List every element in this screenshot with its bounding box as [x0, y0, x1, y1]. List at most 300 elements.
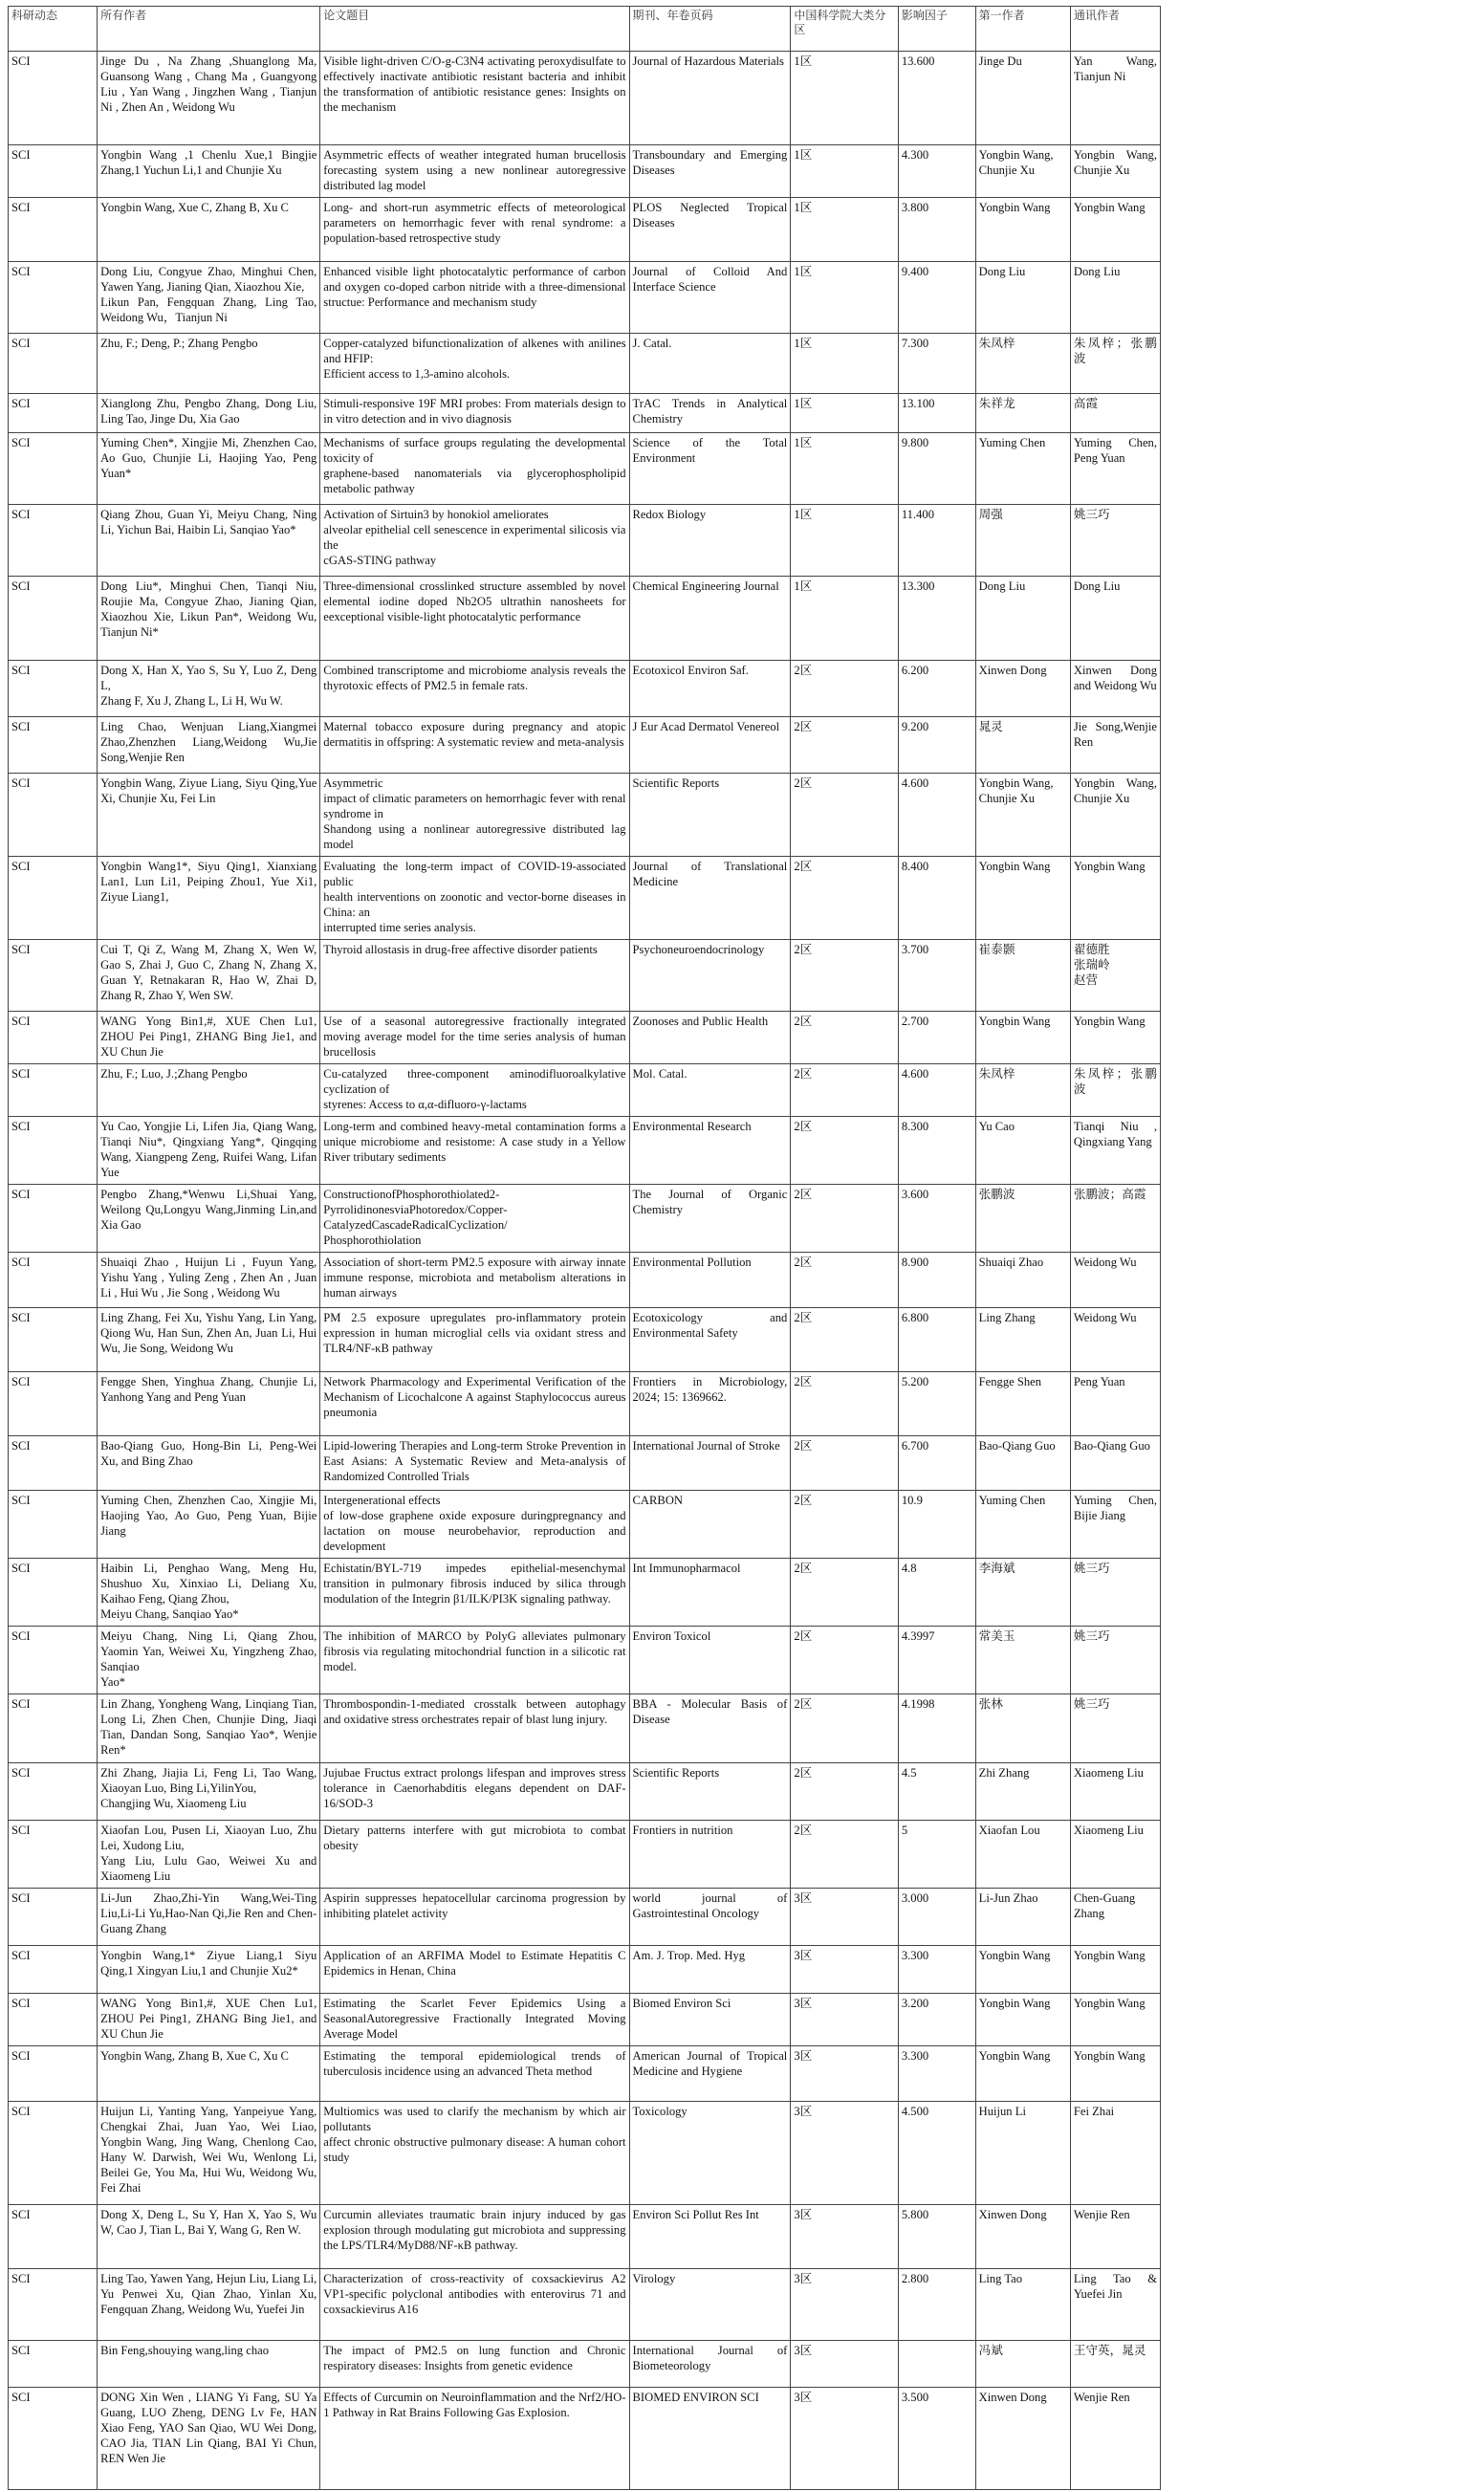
- cell-first-author: Yongbin Wang: [975, 2046, 1070, 2102]
- cell-impact-factor: 5: [898, 1821, 975, 1889]
- cell-type: SCI: [9, 1491, 98, 1559]
- cell-impact-factor: 9.400: [898, 262, 975, 334]
- table-row: [9, 433, 1161, 505]
- cell-authors: Lin Zhang, Yongheng Wang, Linqiang Tian, Long Li, Zhen Chen, Chunjie Ding, Jiaqi Tian, Dandan Song, Sanqiao Yao*, Wenjie Ren*: [98, 1694, 320, 1763]
- cell-first-author: Yongbin Wang: [975, 198, 1070, 262]
- cell-title: Activation of Sirtuin3 by honokiol ameliorates alveolar epithelial cell senescence in experimental silicosis via the cGAS-STING pathway: [320, 505, 629, 577]
- cell-type: SCI: [9, 717, 98, 774]
- cell-corresponding-author: Dong Liu: [1070, 577, 1160, 661]
- cell-corresponding-author: 姚三巧: [1070, 505, 1160, 577]
- cell-impact-factor: 5.200: [898, 1372, 975, 1436]
- cell-journal: American Journal of Tropical Medicine and Hygiene: [629, 2046, 791, 2102]
- cell-zone: 3区: [791, 2388, 899, 2490]
- cell-authors: Dong Liu, Congyue Zhao, Minghui Chen, Yawen Yang, Jianing Qian, Xiaozhou Xie, Likun Pan, Fengquan Zhang, Ling Tao, Weidong Wu，Tianjun Ni: [98, 262, 320, 334]
- cell-authors: Jinge Du , Na Zhang ,Shuanglong Ma, Guansong Wang , Chang Ma , Guangyong Liu , Yan Wang , Jingzhen Wang , Tianjun Ni , Zhen An , Weidong Wu: [98, 52, 320, 145]
- cell-title: Curcumin alleviates traumatic brain injury induced by gas explosion through modulating gut microbiota and suppressing the LPS/TLR4/MyD88/NF-κB pathway.: [320, 2205, 629, 2269]
- cell-title: Enhanced visible light photocatalytic performance of carbon and oxygen co-doped carbon nitride with a three-dimensional structue: Performance and mechanism study: [320, 262, 629, 334]
- cell-corresponding-author: Weidong Wu: [1070, 1253, 1160, 1308]
- cell-impact-factor: 4.600: [898, 774, 975, 857]
- cell-corresponding-author: Yongbin Wang: [1070, 1946, 1160, 1994]
- cell-authors: Zhu, F.; Deng, P.; Zhang Pengbo: [98, 334, 320, 394]
- cell-zone: 2区: [791, 1185, 899, 1253]
- table-row: [9, 198, 1161, 262]
- cell-corresponding-author: 朱凤梓；张鹏波: [1070, 1064, 1160, 1117]
- cell-impact-factor: 3.800: [898, 198, 975, 262]
- cell-impact-factor: 6.800: [898, 1308, 975, 1372]
- header-title: 论文题目: [320, 7, 629, 52]
- cell-authors: Meiyu Chang, Ning Li, Qiang Zhou, Yaomin Yan, Weiwei Xu, Yingzheng Zhao, Sanqiao Yao*: [98, 1627, 320, 1694]
- cell-type: SCI: [9, 1117, 98, 1185]
- cell-impact-factor: 2.800: [898, 2269, 975, 2341]
- cell-impact-factor: 13.100: [898, 394, 975, 433]
- cell-journal: Biomed Environ Sci: [629, 1994, 791, 2046]
- cell-corresponding-author: Yongbin Wang: [1070, 1994, 1160, 2046]
- cell-corresponding-author: 姚三巧: [1070, 1694, 1160, 1763]
- cell-first-author: 张林: [975, 1694, 1070, 1763]
- cell-zone: 2区: [791, 940, 899, 1012]
- cell-zone: 1区: [791, 52, 899, 145]
- cell-impact-factor: 9.200: [898, 717, 975, 774]
- cell-corresponding-author: 高霞: [1070, 394, 1160, 433]
- table-row: [9, 1372, 1161, 1436]
- cell-corresponding-author: Peng Yuan: [1070, 1372, 1160, 1436]
- cell-corresponding-author: Fei Zhai: [1070, 2102, 1160, 2205]
- cell-first-author: 朱凤梓: [975, 334, 1070, 394]
- cell-corresponding-author: 翟德胜 张瑞岭 赵营: [1070, 940, 1160, 1012]
- cell-journal: BBA - Molecular Basis of Disease: [629, 1694, 791, 1763]
- cell-type: SCI: [9, 1012, 98, 1064]
- cell-journal: Ecotoxicology and Environmental Safety: [629, 1308, 791, 1372]
- cell-corresponding-author: Tianqi Niu , Qingxiang Yang: [1070, 1117, 1160, 1185]
- cell-impact-factor: 8.400: [898, 857, 975, 940]
- cell-journal: TrAC Trends in Analytical Chemistry: [629, 394, 791, 433]
- cell-title: Application of an ARFIMA Model to Estimate Hepatitis C Epidemics in Henan, China: [320, 1946, 629, 1994]
- cell-title: Intergenerational effects of low-dose graphene oxide exposure duringpregnancy and lactation on mouse neurobehavior, reproduction and development: [320, 1491, 629, 1559]
- cell-first-author: Xinwen Dong: [975, 661, 1070, 717]
- cell-type: SCI: [9, 2205, 98, 2269]
- cell-impact-factor: 10.9: [898, 1491, 975, 1559]
- cell-zone: 2区: [791, 1821, 899, 1889]
- cell-corresponding-author: Chen-Guang Zhang: [1070, 1889, 1160, 1946]
- cell-first-author: Xiaofan Lou: [975, 1821, 1070, 1889]
- cell-first-author: 周强: [975, 505, 1070, 577]
- cell-authors: Yongbin Wang, Zhang B, Xue C, Xu C: [98, 2046, 320, 2102]
- cell-corresponding-author: Dong Liu: [1070, 262, 1160, 334]
- cell-journal: BIOMED ENVIRON SCI: [629, 2388, 791, 2490]
- cell-journal: Ecotoxicol Environ Saf.: [629, 661, 791, 717]
- table-row: [9, 2102, 1161, 2205]
- cell-type: SCI: [9, 145, 98, 198]
- table-row: [9, 1994, 1161, 2046]
- cell-impact-factor: 2.700: [898, 1012, 975, 1064]
- cell-corresponding-author: Yuming Chen, Peng Yuan: [1070, 433, 1160, 505]
- cell-authors: Yuming Chen, Zhenzhen Cao, Xingjie Mi, Haojing Yao, Ao Guo, Peng Yuan, Bijie Jiang: [98, 1491, 320, 1559]
- table-row: [9, 2341, 1161, 2388]
- cell-impact-factor: 8.900: [898, 1253, 975, 1308]
- cell-type: SCI: [9, 1994, 98, 2046]
- cell-zone: 1区: [791, 145, 899, 198]
- cell-zone: 2区: [791, 774, 899, 857]
- cell-journal: J. Catal.: [629, 334, 791, 394]
- table-row: [9, 505, 1161, 577]
- cell-impact-factor: 13.600: [898, 52, 975, 145]
- cell-journal: Frontiers in Microbiology, 2024; 15: 1369662.: [629, 1372, 791, 1436]
- cell-zone: 1区: [791, 505, 899, 577]
- cell-title: Stimuli-responsive 19F MRI probes: From materials design to in vitro detection and in vivo diagnosis: [320, 394, 629, 433]
- cell-corresponding-author: 朱凤梓；张鹏波: [1070, 334, 1160, 394]
- table-row: [9, 2046, 1161, 2102]
- cell-corresponding-author: 姚三巧: [1070, 1627, 1160, 1694]
- cell-type: SCI: [9, 577, 98, 661]
- table-row: [9, 1491, 1161, 1559]
- cell-first-author: Yongbin Wang: [975, 1994, 1070, 2046]
- cell-type: SCI: [9, 1763, 98, 1821]
- cell-impact-factor: [898, 2341, 975, 2388]
- cell-corresponding-author: Xiaomeng Liu: [1070, 1821, 1160, 1889]
- cell-first-author: 朱凤梓: [975, 1064, 1070, 1117]
- cell-impact-factor: 6.200: [898, 661, 975, 717]
- table-row: [9, 1946, 1161, 1994]
- cell-zone: 2区: [791, 1117, 899, 1185]
- cell-type: SCI: [9, 2269, 98, 2341]
- cell-title: Maternal tobacco exposure during pregnancy and atopic dermatitis in offspring: A systematic review and meta-analysis: [320, 717, 629, 774]
- cell-title: Long- and short-run asymmetric effects of meteorological parameters on hemorrhagic fever with renal syndrome: a population-based retrospective study: [320, 198, 629, 262]
- cell-authors: Dong Liu*, Minghui Chen, Tianqi Niu, Roujie Ma, Congyue Zhao, Jianing Qian, Xiaozhou Xie, Likun Pan*, Weidong Wu, Tianjun Ni*: [98, 577, 320, 661]
- cell-corresponding-author: 王守英，晁灵: [1070, 2341, 1160, 2388]
- cell-authors: Yuming Chen*, Xingjie Mi, Zhenzhen Cao, Ao Guo, Chunjie Li, Haojing Yao, Peng Yuan*: [98, 433, 320, 505]
- cell-journal: world journal of Gastrointestinal Oncology: [629, 1889, 791, 1946]
- cell-first-author: Dong Liu: [975, 577, 1070, 661]
- cell-corresponding-author: Yongbin Wang: [1070, 198, 1160, 262]
- cell-title: Aspirin suppresses hepatocellular carcinoma progression by inhibiting platelet activity: [320, 1889, 629, 1946]
- cell-type: SCI: [9, 505, 98, 577]
- cell-type: SCI: [9, 394, 98, 433]
- cell-corresponding-author: 张鹏波；高霞: [1070, 1185, 1160, 1253]
- cell-type: SCI: [9, 940, 98, 1012]
- cell-zone: 2区: [791, 1436, 899, 1491]
- cell-journal: Chemical Engineering Journal: [629, 577, 791, 661]
- cell-first-author: Huijun Li: [975, 2102, 1070, 2205]
- cell-corresponding-author: Weidong Wu: [1070, 1308, 1160, 1372]
- cell-title: Echistatin/BYL-719 impedes epithelial-mesenchymal transition in pulmonary fibrosis induced by silica through modulation of the Integrin β1/ILK/PI3K signaling pathway.: [320, 1559, 629, 1627]
- header-type: 科研动态: [9, 7, 98, 52]
- cell-zone: 2区: [791, 1372, 899, 1436]
- cell-journal: Psychoneuroendocrinology: [629, 940, 791, 1012]
- cell-journal: The Journal of Organic Chemistry: [629, 1185, 791, 1253]
- cell-zone: 2区: [791, 857, 899, 940]
- table-row: [9, 262, 1161, 334]
- table-body: [9, 52, 1161, 2490]
- cell-impact-factor: 4.300: [898, 145, 975, 198]
- cell-title: Multiomics was used to clarify the mechanism by which air pollutants affect chronic obstructive pulmonary disease: A human cohort study: [320, 2102, 629, 2205]
- cell-first-author: Xinwen Dong: [975, 2205, 1070, 2269]
- cell-corresponding-author: Yongbin Wang: [1070, 2046, 1160, 2102]
- cell-title: Long-term and combined heavy-metal contamination forms a unique microbiome and resistome: A case study in a Yellow River tributary sediments: [320, 1117, 629, 1185]
- cell-first-author: Fengge Shen: [975, 1372, 1070, 1436]
- cell-corresponding-author: Wenjie Ren: [1070, 2388, 1160, 2490]
- cell-corresponding-author: Yongbin Wang, Chunjie Xu: [1070, 145, 1160, 198]
- cell-first-author: Yu Cao: [975, 1117, 1070, 1185]
- cell-title: The inhibition of MARCO by PolyG alleviates pulmonary fibrosis via regulating mitochondrial function in a silicotic rat model.: [320, 1627, 629, 1694]
- cell-authors: Yongbin Wang, Xue C, Zhang B, Xu C: [98, 198, 320, 262]
- table-row: [9, 52, 1161, 145]
- cell-zone: 1区: [791, 198, 899, 262]
- cell-journal: Zoonoses and Public Health: [629, 1012, 791, 1064]
- cell-first-author: Yongbin Wang: [975, 1946, 1070, 1994]
- cell-type: SCI: [9, 262, 98, 334]
- cell-first-author: Bao-Qiang Guo: [975, 1436, 1070, 1491]
- table-header-row: [9, 7, 1161, 52]
- cell-journal: Int Immunopharmacol: [629, 1559, 791, 1627]
- cell-journal: Redox Biology: [629, 505, 791, 577]
- table-row: [9, 334, 1161, 394]
- cell-zone: 2区: [791, 1064, 899, 1117]
- cell-journal: Environ Sci Pollut Res Int: [629, 2205, 791, 2269]
- cell-zone: 3区: [791, 1889, 899, 1946]
- cell-impact-factor: 7.300: [898, 334, 975, 394]
- cell-corresponding-author: Yongbin Wang, Chunjie Xu: [1070, 774, 1160, 857]
- cell-first-author: Yongbin Wang: [975, 857, 1070, 940]
- cell-impact-factor: 3.000: [898, 1889, 975, 1946]
- cell-impact-factor: 4.600: [898, 1064, 975, 1117]
- cell-journal: International Journal of Biometeorology: [629, 2341, 791, 2388]
- cell-type: SCI: [9, 2388, 98, 2490]
- cell-first-author: Dong Liu: [975, 262, 1070, 334]
- table-row: [9, 1064, 1161, 1117]
- cell-zone: 2区: [791, 1253, 899, 1308]
- cell-type: SCI: [9, 1064, 98, 1117]
- cell-impact-factor: 3.500: [898, 2388, 975, 2490]
- cell-zone: 3区: [791, 1946, 899, 1994]
- cell-journal: Journal of Translational Medicine: [629, 857, 791, 940]
- cell-impact-factor: 4.500: [898, 2102, 975, 2205]
- cell-impact-factor: 4.8: [898, 1559, 975, 1627]
- cell-first-author: Yuming Chen: [975, 1491, 1070, 1559]
- cell-journal: Virology: [629, 2269, 791, 2341]
- cell-authors: Fengge Shen, Yinghua Zhang, Chunjie Li, Yanhong Yang and Peng Yuan: [98, 1372, 320, 1436]
- table-row: [9, 1308, 1161, 1372]
- table-row: [9, 2269, 1161, 2341]
- cell-first-author: 崔泰颢: [975, 940, 1070, 1012]
- cell-impact-factor: 11.400: [898, 505, 975, 577]
- table-row: [9, 1117, 1161, 1185]
- cell-title: Dietary patterns interfere with gut microbiota to combat obesity: [320, 1821, 629, 1889]
- cell-zone: 1区: [791, 577, 899, 661]
- table-row: [9, 1821, 1161, 1889]
- cell-first-author: Jinge Du: [975, 52, 1070, 145]
- cell-authors: Li-Jun Zhao,Zhi-Yin Wang,Wei-Ting Liu,Li-Li Yu,Hao-Nan Qi,Jie Ren and Chen-Guang Zhang: [98, 1889, 320, 1946]
- table-row: [9, 1559, 1161, 1627]
- cell-journal: Environ Toxicol: [629, 1627, 791, 1694]
- cell-corresponding-author: Wenjie Ren: [1070, 2205, 1160, 2269]
- cell-title: Cu-catalyzed three-component aminodifluoroalkylative cyclization of styrenes: Access to α,α-difluoro-γ-lactams: [320, 1064, 629, 1117]
- publication-table: [8, 6, 1161, 2490]
- table-row: [9, 1012, 1161, 1064]
- cell-type: SCI: [9, 2341, 98, 2388]
- cell-title: Mechanisms of surface groups regulating the developmental toxicity of graphene-based nanomaterials via glycerophospholipid metabolic pathway: [320, 433, 629, 505]
- cell-title: Thyroid allostasis in drug-free affective disorder patients: [320, 940, 629, 1012]
- cell-type: SCI: [9, 52, 98, 145]
- cell-title: Estimating the Scarlet Fever Epidemics Using a SeasonalAutoregressive Fractionally Integrated Moving Average Model: [320, 1994, 629, 2046]
- table-row: [9, 940, 1161, 1012]
- header-corresponding-author: 通讯作者: [1070, 7, 1160, 52]
- cell-title: Use of a seasonal autoregressive fractionally integrated moving average model for the time series analysis of human brucellosis: [320, 1012, 629, 1064]
- cell-authors: Xiaofan Lou, Pusen Li, Xiaoyan Luo, Zhu Lei, Xudong Liu, Yang Liu, Lulu Gao, Weiwei Xu and Xiaomeng Liu: [98, 1821, 320, 1889]
- cell-zone: 2区: [791, 1308, 899, 1372]
- cell-title: Asymmetric impact of climatic parameters on hemorrhagic fever with renal syndrome in Shandong using a nonlinear autoregressive distributed lag model: [320, 774, 629, 857]
- cell-title: Combined transcriptome and microbiome analysis reveals the thyrotoxic effects of PM2.5 in female rats.: [320, 661, 629, 717]
- cell-first-author: 常美玉: [975, 1627, 1070, 1694]
- cell-title: Estimating the temporal epidemiological trends of tuberculosis incidence using an advanced Theta method: [320, 2046, 629, 2102]
- cell-type: SCI: [9, 2046, 98, 2102]
- cell-first-author: Zhi Zhang: [975, 1763, 1070, 1821]
- cell-zone: 3区: [791, 2205, 899, 2269]
- cell-authors: Shuaiqi Zhao , Huijun Li , Fuyun Yang, Yishu Yang , Yuling Zeng , Zhen An , Juan Li , Hui Wu , Jie Song , Weidong Wu: [98, 1253, 320, 1308]
- cell-first-author: Shuaiqi Zhao: [975, 1253, 1070, 1308]
- cell-corresponding-author: 姚三巧: [1070, 1559, 1160, 1627]
- cell-authors: Yu Cao, Yongjie Li, Lifen Jia, Qiang Wang, Tianqi Niu*, Qingxiang Yang*, Qingqing Wang, Xiangpeng Zeng, Ruifei Wang, Lifan Yue: [98, 1117, 320, 1185]
- cell-zone: 3区: [791, 2269, 899, 2341]
- cell-zone: 3区: [791, 2046, 899, 2102]
- cell-authors: Bin Feng,shouying wang,ling chao: [98, 2341, 320, 2388]
- cell-authors: Zhi Zhang, Jiajia Li, Feng Li, Tao Wang, Xiaoyan Luo, Bing Li,YilinYou, Changjing Wu, Xiaomeng Liu: [98, 1763, 320, 1821]
- table-row: [9, 1763, 1161, 1821]
- cell-title: Association of short-term PM2.5 exposure with airway innate immune response, microbiota and metabolism alterations in human airways: [320, 1253, 629, 1308]
- cell-impact-factor: 4.5: [898, 1763, 975, 1821]
- cell-title: Thrombospondin-1-mediated crosstalk between autophagy and oxidative stress orchestrates repair of blast lung injury.: [320, 1694, 629, 1763]
- cell-corresponding-author: Jie Song,Wenjie Ren: [1070, 717, 1160, 774]
- cell-title: Lipid-lowering Therapies and Long-term Stroke Prevention in East Asians: A Systematic Review and Meta-analysis of Randomized Controlled Trials: [320, 1436, 629, 1491]
- cell-type: SCI: [9, 198, 98, 262]
- cell-type: SCI: [9, 1946, 98, 1994]
- cell-authors: DONG Xin Wen , LIANG Yi Fang, SU Ya Guang, LUO Zheng, DENG Lv Fe, HAN Xiao Feng, YAO San Qiao, WU Wei Dong, CAO Jia, TIAN Lin Qiang, BAI Yi Chun, REN Wen Jie: [98, 2388, 320, 2490]
- cell-journal: Toxicology: [629, 2102, 791, 2205]
- cell-type: SCI: [9, 433, 98, 505]
- cell-impact-factor: 3.200: [898, 1994, 975, 2046]
- cell-first-author: Yongbin Wang, Chunjie Xu: [975, 145, 1070, 198]
- table-row: [9, 1185, 1161, 1253]
- cell-journal: Mol. Catal.: [629, 1064, 791, 1117]
- cell-authors: Yongbin Wang ,1 Chenlu Xue,1 Bingjie Zhang,1 Yuchun Li,1 and Chunjie Xu: [98, 145, 320, 198]
- cell-journal: International Journal of Stroke: [629, 1436, 791, 1491]
- cell-impact-factor: 3.600: [898, 1185, 975, 1253]
- cell-first-author: Yuming Chen: [975, 433, 1070, 505]
- cell-title: Characterization of cross-reactivity of coxsackievirus A2 VP1-specific polyclonal antibodies with enterovirus 71 and coxsackievirus A16: [320, 2269, 629, 2341]
- cell-journal: J Eur Acad Dermatol Venereol: [629, 717, 791, 774]
- cell-type: SCI: [9, 2102, 98, 2205]
- cell-corresponding-author: Bao-Qiang Guo: [1070, 1436, 1160, 1491]
- cell-authors: Yongbin Wang, Ziyue Liang, Siyu Qing,Yue Xi, Chunjie Xu, Fei Lin: [98, 774, 320, 857]
- cell-zone: 2区: [791, 1491, 899, 1559]
- cell-authors: WANG Yong Bin1,#, XUE Chen Lu1, ZHOU Pei Ping1, ZHANG Bing Jie1, and XU Chun Jie: [98, 1012, 320, 1064]
- cell-authors: Ling Chao, Wenjuan Liang,Xiangmei Zhao,Zhenzhen Liang,Weidong Wu,Jie Song,Wenjie Ren: [98, 717, 320, 774]
- cell-first-author: Xinwen Dong: [975, 2388, 1070, 2490]
- table-row: [9, 1694, 1161, 1763]
- cell-authors: Yongbin Wang,1* Ziyue Liang,1 Siyu Qing,1 Xingyan Liu,1 and Chunjie Xu2*: [98, 1946, 320, 1994]
- header-zone: 中国科学院大类分区: [791, 7, 899, 52]
- cell-authors: Ling Tao, Yawen Yang, Hejun Liu, Liang Li, Yu Penwei Xu, Qian Zhao, Yinlan Xu, Fengquan Zhang, Weidong Wu, Yuefei Jin: [98, 2269, 320, 2341]
- cell-impact-factor: 9.800: [898, 433, 975, 505]
- cell-first-author: Ling Zhang: [975, 1308, 1070, 1372]
- cell-type: SCI: [9, 1372, 98, 1436]
- cell-corresponding-author: Yan Wang, Tianjun Ni: [1070, 52, 1160, 145]
- table-row: [9, 394, 1161, 433]
- cell-first-author: 朱祥龙: [975, 394, 1070, 433]
- cell-zone: 2区: [791, 717, 899, 774]
- cell-zone: 1区: [791, 334, 899, 394]
- cell-impact-factor: 5.800: [898, 2205, 975, 2269]
- cell-authors: Bao-Qiang Guo, Hong-Bin Li, Peng-Wei Xu, and Bing Zhao: [98, 1436, 320, 1491]
- cell-authors: Dong X, Han X, Yao S, Su Y, Luo Z, Deng L, Zhang F, Xu J, Zhang L, Li H, Wu W.: [98, 661, 320, 717]
- cell-journal: PLOS Neglected Tropical Diseases: [629, 198, 791, 262]
- cell-title: Asymmetric effects of weather integrated human brucellosis forecasting system using a new nonlinear autoregressive distributed lag model: [320, 145, 629, 198]
- cell-zone: 2区: [791, 1694, 899, 1763]
- cell-authors: Zhu, F.; Luo, J.;Zhang Pengbo: [98, 1064, 320, 1117]
- cell-journal: Environmental Pollution: [629, 1253, 791, 1308]
- cell-type: SCI: [9, 1253, 98, 1308]
- table-row: [9, 2205, 1161, 2269]
- cell-type: SCI: [9, 1627, 98, 1694]
- table-row: [9, 717, 1161, 774]
- cell-authors: Yongbin Wang1*, Siyu Qing1, Xianxiang Lan1, Lun Li1, Peiping Zhou1, Yue Xi1, Ziyue Liang1,: [98, 857, 320, 940]
- cell-authors: WANG Yong Bin1,#, XUE Chen Lu1, ZHOU Pei Ping1, ZHANG Bing Jie1, and XU Chun Jie: [98, 1994, 320, 2046]
- cell-type: SCI: [9, 857, 98, 940]
- cell-impact-factor: 6.700: [898, 1436, 975, 1491]
- cell-corresponding-author: Xinwen Dong and Weidong Wu: [1070, 661, 1160, 717]
- cell-authors: Xianglong Zhu, Pengbo Zhang, Dong Liu, Ling Tao, Jinge Du, Xia Gao: [98, 394, 320, 433]
- cell-type: SCI: [9, 1308, 98, 1372]
- cell-title: Three-dimensional crosslinked structure assembled by novel elemental iodine doped Nb2O5 ultrathin nanosheets for eexceptional visible-light photocatalytic performance: [320, 577, 629, 661]
- cell-corresponding-author: Yuming Chen, Bijie Jiang: [1070, 1491, 1160, 1559]
- table-row: [9, 661, 1161, 717]
- cell-zone: 3区: [791, 1994, 899, 2046]
- cell-type: SCI: [9, 1559, 98, 1627]
- cell-corresponding-author: Yongbin Wang: [1070, 857, 1160, 940]
- cell-type: SCI: [9, 661, 98, 717]
- cell-journal: Transboundary and Emerging Diseases: [629, 145, 791, 198]
- cell-title: ConstructionofPhosphorothiolated2-PyrrolidinonesviaPhotoredox/Copper-CatalyzedCascadeRadicalCyclization/ Phosphorothiolation: [320, 1185, 629, 1253]
- cell-journal: Scientific Reports: [629, 1763, 791, 1821]
- cell-journal: Journal of Colloid And Interface Science: [629, 262, 791, 334]
- header-first-author: 第一作者: [975, 7, 1070, 52]
- cell-journal: CARBON: [629, 1491, 791, 1559]
- cell-first-author: Ling Tao: [975, 2269, 1070, 2341]
- header-authors: 所有作者: [98, 7, 320, 52]
- cell-authors: Qiang Zhou, Guan Yi, Meiyu Chang, Ning Li, Yichun Bai, Haibin Li, Sanqiao Yao*: [98, 505, 320, 577]
- cell-corresponding-author: Xiaomeng Liu: [1070, 1763, 1160, 1821]
- cell-authors: Dong X, Deng L, Su Y, Han X, Yao S, Wu W, Cao J, Tian L, Bai Y, Wang G, Ren W.: [98, 2205, 320, 2269]
- cell-type: SCI: [9, 774, 98, 857]
- cell-title: Effects of Curcumin on Neuroinflammation and the Nrf2/HO-1 Pathway in Rat Brains Following Gas Explosion.: [320, 2388, 629, 2490]
- cell-journal: Am. J. Trop. Med. Hyg: [629, 1946, 791, 1994]
- cell-authors: Cui T, Qi Z, Wang M, Zhang X, Wen W, Gao S, Zhai J, Guo C, Zhang N, Zhang X, Guan Y, Retnakaran R, Hao W, Zhai D, Zhang R, Zhao Y, Wen SW.: [98, 940, 320, 1012]
- cell-authors: Ling Zhang, Fei Xu, Yishu Yang, Lin Yang, Qiong Wu, Han Sun, Zhen An, Juan Li, Hui Wu, Jie Song, Weidong Wu: [98, 1308, 320, 1372]
- header-impact-factor: 影响因子: [898, 7, 975, 52]
- cell-zone: 1区: [791, 394, 899, 433]
- cell-journal: Science of the Total Environment: [629, 433, 791, 505]
- cell-title: Copper-catalyzed bifunctionalization of alkenes with anilines and HFIP: Efficient access to 1,3-amino alcohols.: [320, 334, 629, 394]
- table-row: [9, 857, 1161, 940]
- cell-first-author: Li-Jun Zhao: [975, 1889, 1070, 1946]
- cell-impact-factor: 3.700: [898, 940, 975, 1012]
- cell-journal: Journal of Hazardous Materials: [629, 52, 791, 145]
- header-journal: 期刊、年卷页码: [629, 7, 791, 52]
- cell-title: Visible light-driven C/O-g-C3N4 activating peroxydisulfate to effectively inactivate antibiotic resistant bacteria and inhibit the transformation of antibiotic resistance genes: Insights on the mechanism: [320, 52, 629, 145]
- cell-title: The impact of PM2.5 on lung function and Chronic respiratory diseases: Insights from genetic evidence: [320, 2341, 629, 2388]
- cell-type: SCI: [9, 1821, 98, 1889]
- table-row: [9, 1889, 1161, 1946]
- cell-first-author: 冯斌: [975, 2341, 1070, 2388]
